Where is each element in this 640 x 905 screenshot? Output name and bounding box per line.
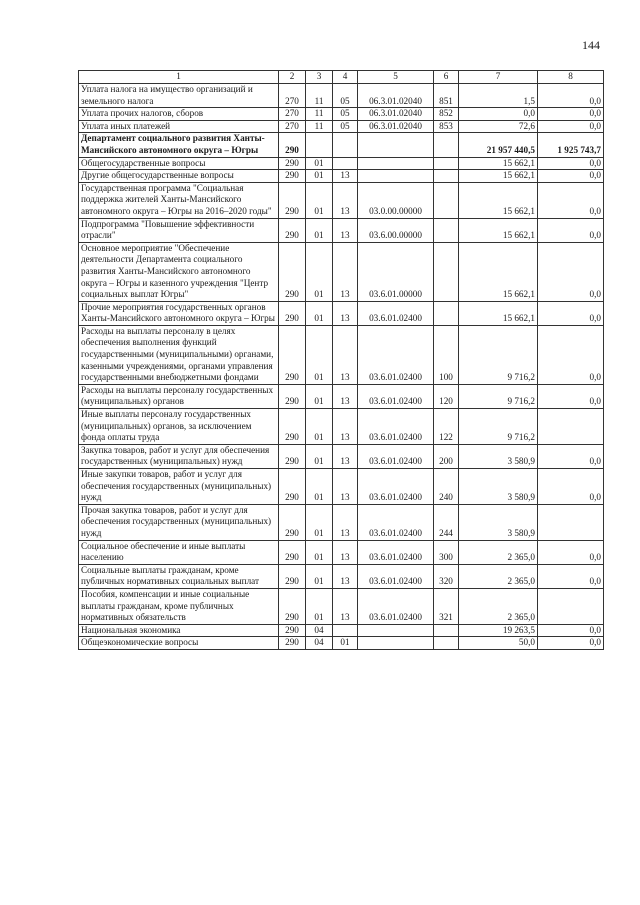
row-name: Социальное обеспечение и иные выплаты населению xyxy=(79,540,279,564)
row-name: Расходы на выплаты персоналу государственных (муниципальных) органов xyxy=(79,384,279,408)
code-subsection: 13 xyxy=(333,444,358,468)
table-row xyxy=(79,409,604,445)
table-row xyxy=(79,540,604,564)
code-section: 01 xyxy=(306,409,333,445)
table-row xyxy=(79,637,604,650)
table-row xyxy=(79,157,604,170)
amount-year-2 xyxy=(538,588,604,624)
code-expense-type xyxy=(434,218,459,242)
table-row xyxy=(79,120,604,133)
amount-year-2: 0,0 xyxy=(538,84,604,108)
amount-year-1: 15 662,1 xyxy=(459,157,538,170)
code-expense-type xyxy=(434,242,459,301)
table-row xyxy=(79,170,604,183)
table-row xyxy=(79,301,604,325)
column-header: 3 xyxy=(306,71,333,84)
code-main: 290 xyxy=(279,301,306,325)
code-target: 03.6.01.02400 xyxy=(358,301,434,325)
code-expense-type: 852 xyxy=(434,108,459,121)
code-section: 01 xyxy=(306,325,333,384)
code-expense-type: 320 xyxy=(434,564,459,588)
page-number: 144 xyxy=(582,38,600,52)
row-name: Прочая закупка товаров, работ и услуг для обеспечения государственных (муниципальных) нужд xyxy=(79,504,279,540)
row-name: Общеэкономические вопросы xyxy=(79,637,279,650)
code-expense-type: 120 xyxy=(434,384,459,408)
code-subsection: 13 xyxy=(333,182,358,218)
table-row xyxy=(79,108,604,121)
amount-year-1: 15 662,1 xyxy=(459,218,538,242)
amount-year-2: 0,0 xyxy=(538,157,604,170)
amount-year-2: 0,0 xyxy=(538,120,604,133)
code-expense-type xyxy=(434,133,459,157)
row-name: Пособия, компенсации и иные социальные выплаты гражданам, кроме публичных нормативных обязательств xyxy=(79,588,279,624)
amount-year-2 xyxy=(538,409,604,445)
code-target: 03.6.01.02400 xyxy=(358,469,434,505)
amount-year-2: 0,0 xyxy=(538,469,604,505)
code-section: 11 xyxy=(306,108,333,121)
code-section: 01 xyxy=(306,242,333,301)
amount-year-2: 0,0 xyxy=(538,242,604,301)
code-section: 01 xyxy=(306,444,333,468)
code-subsection: 13 xyxy=(333,170,358,183)
code-section: 01 xyxy=(306,564,333,588)
code-expense-type xyxy=(434,182,459,218)
amount-year-2: 0,0 xyxy=(538,325,604,384)
code-main: 290 xyxy=(279,182,306,218)
row-name: Подпрограмма "Повышение эффективности отрасли" xyxy=(79,218,279,242)
code-target: 03.6.01.02400 xyxy=(358,588,434,624)
code-subsection: 05 xyxy=(333,84,358,108)
code-section: 11 xyxy=(306,120,333,133)
code-subsection: 13 xyxy=(333,469,358,505)
code-main: 290 xyxy=(279,637,306,650)
code-target: 03.6.01.02400 xyxy=(358,540,434,564)
code-main: 290 xyxy=(279,218,306,242)
column-header: 7 xyxy=(459,71,538,84)
amount-year-2: 0,0 xyxy=(538,182,604,218)
amount-year-1: 3 580,9 xyxy=(459,504,538,540)
code-main: 290 xyxy=(279,564,306,588)
table-row xyxy=(79,469,604,505)
code-section: 01 xyxy=(306,218,333,242)
row-name: Закупка товаров, работ и услуг для обеспечения государственных (муниципальных) нужд xyxy=(79,444,279,468)
column-header: 1 xyxy=(79,71,279,84)
amount-year-1: 2 365,0 xyxy=(459,540,538,564)
table-row xyxy=(79,242,604,301)
budget-table xyxy=(78,70,604,650)
code-subsection: 13 xyxy=(333,301,358,325)
code-target xyxy=(358,637,434,650)
code-expense-type xyxy=(434,301,459,325)
table-row xyxy=(79,84,604,108)
row-name: Основное мероприятие "Обеспечение деятельности Департамента социального развития Ханты-Мансийского автономного округа – Югры и казенного учреждения "Центр социальных выплат Югры" xyxy=(79,242,279,301)
code-target: 03.6.01.02400 xyxy=(358,444,434,468)
code-target: 03.6.01.02400 xyxy=(358,325,434,384)
row-name: Иные выплаты персоналу государственных (муниципальных) органов, за исключением фонда оплаты труда xyxy=(79,409,279,445)
table-row xyxy=(79,325,604,384)
code-subsection xyxy=(333,157,358,170)
code-section: 01 xyxy=(306,170,333,183)
column-header: 4 xyxy=(333,71,358,84)
code-section: 11 xyxy=(306,84,333,108)
amount-year-2 xyxy=(538,504,604,540)
code-main: 290 xyxy=(279,540,306,564)
column-header: 6 xyxy=(434,71,459,84)
amount-year-2: 1 925 743,7 xyxy=(538,133,604,157)
code-section: 01 xyxy=(306,182,333,218)
amount-year-2: 0,0 xyxy=(538,564,604,588)
amount-year-2: 0,0 xyxy=(538,170,604,183)
code-expense-type: 240 xyxy=(434,469,459,505)
code-main: 290 xyxy=(279,242,306,301)
code-main: 290 xyxy=(279,409,306,445)
table-row xyxy=(79,504,604,540)
row-name: Прочие мероприятия государственных органов Ханты-Мансийского автономного округа – Югры xyxy=(79,301,279,325)
amount-year-1: 72,6 xyxy=(459,120,538,133)
amount-year-1: 1,5 xyxy=(459,84,538,108)
code-section: 01 xyxy=(306,540,333,564)
code-expense-type xyxy=(434,637,459,650)
amount-year-2: 0,0 xyxy=(538,444,604,468)
amount-year-1: 19 263,5 xyxy=(459,624,538,637)
table-row xyxy=(79,133,604,157)
amount-year-1: 21 957 440,5 xyxy=(459,133,538,157)
row-name: Департамент социального развития Ханты-Мансийского автономного округа – Югры xyxy=(79,133,279,157)
table-row xyxy=(79,384,604,408)
code-section: 01 xyxy=(306,588,333,624)
code-subsection: 13 xyxy=(333,242,358,301)
code-expense-type xyxy=(434,170,459,183)
code-main: 290 xyxy=(279,325,306,384)
table-row xyxy=(79,218,604,242)
code-target: 06.3.01.02040 xyxy=(358,120,434,133)
code-section: 01 xyxy=(306,301,333,325)
amount-year-2: 0,0 xyxy=(538,624,604,637)
code-main: 290 xyxy=(279,157,306,170)
amount-year-1: 15 662,1 xyxy=(459,182,538,218)
row-name: Расходы на выплаты персоналу в целях обеспечения выполнения функций государственными (муниципальными) органами, казенными учреждениями, органами управления государственными внебюджетными фондами xyxy=(79,325,279,384)
amount-year-1: 9 716,2 xyxy=(459,325,538,384)
code-expense-type: 300 xyxy=(434,540,459,564)
code-target: 03.6.01.02400 xyxy=(358,384,434,408)
row-name: Уплата налога на имущество организаций и земельного налога xyxy=(79,84,279,108)
table-row xyxy=(79,588,604,624)
amount-year-2: 0,0 xyxy=(538,637,604,650)
code-section: 04 xyxy=(306,637,333,650)
code-target: 03.0.00.00000 xyxy=(358,182,434,218)
amount-year-2: 0,0 xyxy=(538,301,604,325)
row-name: Уплата иных платежей xyxy=(79,120,279,133)
code-section: 01 xyxy=(306,384,333,408)
code-expense-type: 100 xyxy=(434,325,459,384)
code-target: 03.6.00.00000 xyxy=(358,218,434,242)
amount-year-2: 0,0 xyxy=(538,384,604,408)
code-target: 03.6.01.02400 xyxy=(358,504,434,540)
code-main: 290 xyxy=(279,469,306,505)
code-target: 03.6.01.02400 xyxy=(358,564,434,588)
code-section xyxy=(306,133,333,157)
row-name: Национальная экономика xyxy=(79,624,279,637)
code-main: 270 xyxy=(279,84,306,108)
code-target xyxy=(358,624,434,637)
column-header: 8 xyxy=(538,71,604,84)
code-subsection: 13 xyxy=(333,218,358,242)
code-subsection: 13 xyxy=(333,325,358,384)
code-section: 01 xyxy=(306,469,333,505)
code-expense-type: 244 xyxy=(434,504,459,540)
code-subsection: 13 xyxy=(333,409,358,445)
table-header-row xyxy=(79,71,604,84)
code-subsection: 01 xyxy=(333,637,358,650)
code-target: 06.3.01.02040 xyxy=(358,108,434,121)
row-name: Уплата прочих налогов, сборов xyxy=(79,108,279,121)
code-main: 270 xyxy=(279,120,306,133)
code-expense-type: 200 xyxy=(434,444,459,468)
table-row xyxy=(79,182,604,218)
code-expense-type: 853 xyxy=(434,120,459,133)
row-name: Социальные выплаты гражданам, кроме публичных нормативных социальных выплат xyxy=(79,564,279,588)
code-target: 03.6.01.00000 xyxy=(358,242,434,301)
code-subsection: 05 xyxy=(333,120,358,133)
code-target: 06.3.01.02040 xyxy=(358,84,434,108)
column-header: 2 xyxy=(279,71,306,84)
code-section: 01 xyxy=(306,157,333,170)
code-subsection: 05 xyxy=(333,108,358,121)
code-expense-type: 851 xyxy=(434,84,459,108)
code-main: 290 xyxy=(279,170,306,183)
code-expense-type: 321 xyxy=(434,588,459,624)
amount-year-1: 15 662,1 xyxy=(459,242,538,301)
amount-year-2: 0,0 xyxy=(538,218,604,242)
amount-year-2: 0,0 xyxy=(538,540,604,564)
code-section: 04 xyxy=(306,624,333,637)
code-main: 290 xyxy=(279,133,306,157)
amount-year-1: 3 580,9 xyxy=(459,444,538,468)
code-main: 290 xyxy=(279,588,306,624)
code-section: 01 xyxy=(306,504,333,540)
code-subsection: 13 xyxy=(333,588,358,624)
code-subsection xyxy=(333,133,358,157)
amount-year-1: 0,0 xyxy=(459,108,538,121)
code-expense-type xyxy=(434,624,459,637)
code-main: 290 xyxy=(279,504,306,540)
table-row xyxy=(79,564,604,588)
code-subsection: 13 xyxy=(333,564,358,588)
amount-year-1: 3 580,9 xyxy=(459,469,538,505)
amount-year-2: 0,0 xyxy=(538,108,604,121)
code-main: 290 xyxy=(279,444,306,468)
code-main: 270 xyxy=(279,108,306,121)
amount-year-1: 50,0 xyxy=(459,637,538,650)
amount-year-1: 15 662,1 xyxy=(459,301,538,325)
code-target: 03.6.01.02400 xyxy=(358,409,434,445)
code-target xyxy=(358,157,434,170)
code-subsection: 13 xyxy=(333,384,358,408)
code-main: 290 xyxy=(279,624,306,637)
code-expense-type xyxy=(434,157,459,170)
code-main: 290 xyxy=(279,384,306,408)
code-target xyxy=(358,133,434,157)
amount-year-1: 9 716,2 xyxy=(459,384,538,408)
code-expense-type: 122 xyxy=(434,409,459,445)
code-subsection: 13 xyxy=(333,540,358,564)
amount-year-1: 2 365,0 xyxy=(459,588,538,624)
code-target xyxy=(358,170,434,183)
amount-year-1: 15 662,1 xyxy=(459,170,538,183)
code-subsection xyxy=(333,624,358,637)
row-name: Государственная программа "Социальная поддержка жителей Ханты-Мансийского автономного округа – Югры на 2016–2020 годы" xyxy=(79,182,279,218)
table-row xyxy=(79,444,604,468)
column-header: 5 xyxy=(358,71,434,84)
row-name: Другие общегосударственные вопросы xyxy=(79,170,279,183)
row-name: Иные закупки товаров, работ и услуг для обеспечения государственных (муниципальных) нужд xyxy=(79,469,279,505)
amount-year-1: 9 716,2 xyxy=(459,409,538,445)
amount-year-1: 2 365,0 xyxy=(459,564,538,588)
row-name: Общегосударственные вопросы xyxy=(79,157,279,170)
code-subsection: 13 xyxy=(333,504,358,540)
table-row xyxy=(79,624,604,637)
